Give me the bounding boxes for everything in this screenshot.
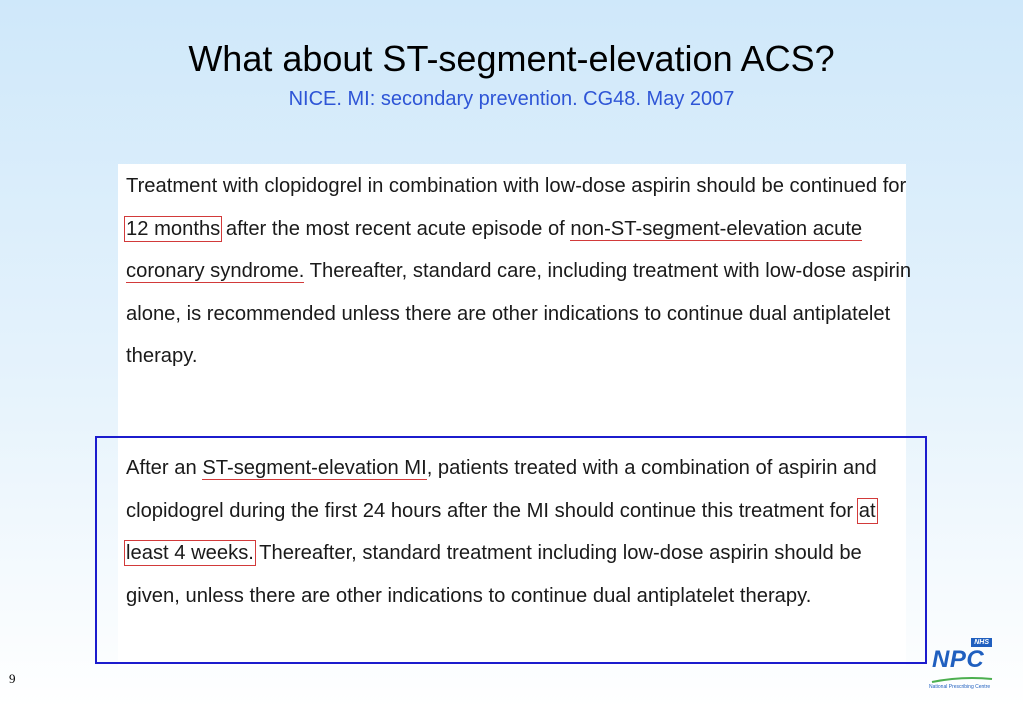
paragraph-nstemi-guidance bbox=[126, 165, 916, 378]
paragraph-text: Thereafter, standard care, including treatment with low-dose aspirin alone, is recommended unless there are other indications to continue dual antiplatelet therapy. bbox=[126, 260, 912, 367]
slide-title: What about ST-segment-elevation ACS? bbox=[188, 38, 835, 79]
underline-nstemi-acs: non-ST-segment-elevation acute coronary syndrome. bbox=[126, 217, 863, 282]
paragraph-text: after the most recent acute episode of bbox=[220, 217, 571, 240]
slide-subtitle: NICE. MI: secondary prevention. CG48. May 2007 bbox=[288, 88, 735, 110]
npc-caption: National Prescribing Centre bbox=[929, 684, 991, 690]
paragraph-stemi-guidance bbox=[126, 447, 916, 617]
highlight-duration-4-weeks: at least 4 weeks. bbox=[126, 499, 876, 564]
nhs-badge: NHS bbox=[971, 638, 992, 647]
npc-wordmark: NPC bbox=[932, 646, 985, 673]
paragraph-text: Treatment with clopidogrel in combination with low-dose aspirin should be continued for bbox=[126, 175, 907, 197]
highlight-duration-12-months: 12 months bbox=[126, 217, 221, 240]
slide-number: 9 bbox=[9, 671, 16, 686]
paragraph-text: Thereafter, standard treatment including low-dose aspirin should be given, unless there are other indications to continue dual antiplatelet therapy. bbox=[126, 542, 862, 607]
npc-logo bbox=[926, 638, 998, 696]
underline-stemi: ST-segment-elevation MI bbox=[202, 457, 427, 479]
paragraph-text: , patients treated with a combination of aspirin and clopidogrel during the first 24 hours after the MI should continue this treatment for bbox=[126, 457, 877, 522]
paragraph-text: After an bbox=[126, 457, 203, 479]
npc-swoosh-icon bbox=[930, 676, 994, 684]
